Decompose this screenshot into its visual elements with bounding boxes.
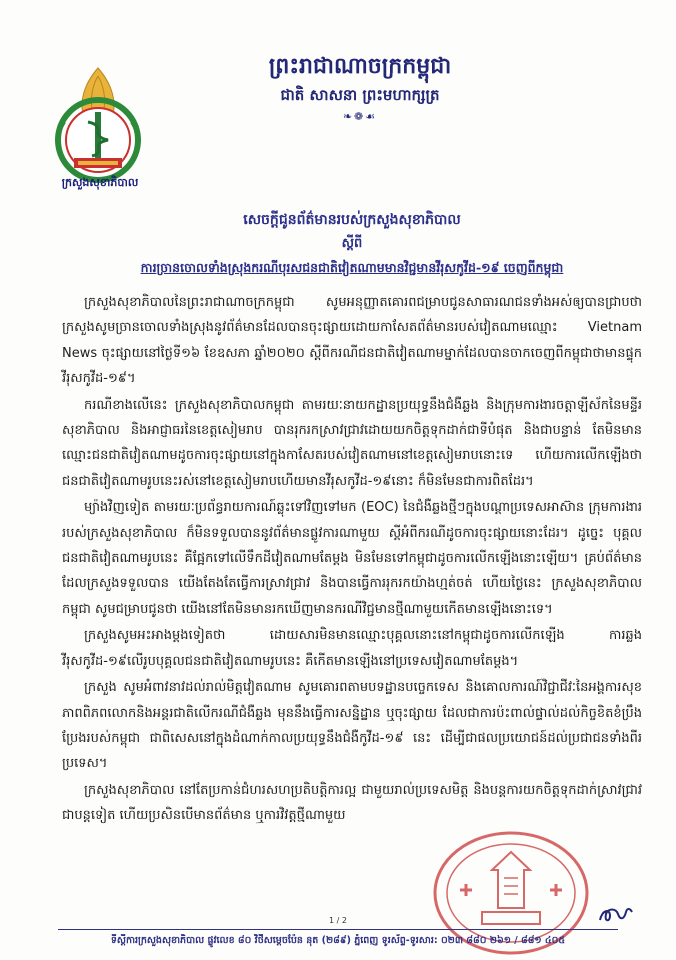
footer-divider xyxy=(58,929,618,930)
press-release-subject: ការច្រានចោលទាំងស្រុងករណីបុរសជនជាតិវៀតណាមមានវិជ្ជមានវីរុសកូវីដ-១៩ ចេញពីកម្ពុជា xyxy=(140,260,564,275)
page-number: 1 / 2 xyxy=(329,916,347,925)
ministry-address-footer: ទីស្តីការក្រសួងសុខាភិបាល ផ្លូវលេខ ៨០ វិថីសម្តេចប៉ែន នុត (២៨៩) ភ្នំពេញ ទូរស័ព្ទ-ទូរសារ: ០២៣ ៨៨០ ២៦១ / ៨៨១ ៤០៥ xyxy=(110,935,566,946)
kingdom-heading: ព្រះរាជាណាចក្រកម្ពុជា xyxy=(268,54,452,79)
ornament-divider: ❧❁☙ xyxy=(342,110,378,123)
handwritten-signature xyxy=(596,904,636,926)
press-release-title-block xyxy=(92,208,612,280)
press-release-body xyxy=(62,290,642,830)
ministry-of-health-logo xyxy=(34,62,162,186)
body-paragraph-2: ករណីខាងលើនេះ ក្រសួងសុខាភិបាលកម្ពុជា តាមរយៈនាយកដ្ឋានប្រយុទ្ធនឹងជំងឺឆ្លង និងក្រុមការងារចត្តាឡីស័កនៃមន្ទីរសុខាភិបាល និងអាជ្ញាធរនៃខេត្តសៀមរាប បានរុករកស្រាវជ្រាវដោយយកចិត្តទុកដាក់ជាទីបំផុត និងជាបន្ទាន់ តែមិនមានឈ្មោះជនជាតិវៀតណាមដូចការចុះផ្សាយនៅក្នុងកាសែតរបស់វៀតណាមនៅខេត្តសៀមរាបនោះទេ ហើយការលើកឡើងថា ជនជាតិវៀតណាមរូបនេះរស់នៅខេត្តសៀមរាបហើយមានវីរុសកូវីដ-១៩នោះ ក៏មិនមែនជាការពិតដែរ។ xyxy=(62,397,642,489)
national-motto: ជាតិ សាសនា ព្រះមហាក្សត្រ xyxy=(280,86,440,104)
body-paragraph-3: ម្យ៉ាងវិញទៀត តាមរយៈប្រព័ន្ធរាយការណ៍ឆ្លុះទៅវិញទៅមក (EOC) នៃជំងឺឆ្លងថ្មីៗក្នុងបណ្តាប្រទេសអាស៊ាន ក្រុមការងាររបស់ក្រសួងសុខាភិបាល ក៏មិនទទួលបាននូវព័ត៌មានផ្លូវការណាមួយ ស្តីអំពីករណីដូចការចុះផ្សាយនោះដែរ។ ដូច្នេះ បុគ្គលជនជាតិវៀតណាមរូបនេះ គឺផ្អែកទៅលើទឹកដីវៀតណាមតែម្តង មិនមែនទៅកម្ពុជាដូចការលើកឡើងនោះឡើយ។ គ្រប់ព័ត៌មានដែលក្រសួងទទួលបាន យើងតែងតែធ្វើការស្រាវជ្រាវ និងបានធ្វើការរុករកយ៉ាងហ្មត់ចត់ ហើយថ្ងៃនេះ ក្រសួងសុខាភិបាលកម្ពុជា សូមជម្រាបជូនថា យើងនៅតែមិនមានរកឃើញមានករណីវិជ្ជមានថ្មីណាមួយកើតមានឡើងនោះទេ។ xyxy=(62,500,642,617)
title-about-label: ស្ដីពី xyxy=(341,236,363,251)
body-paragraph-1: ក្រសួងសុខាភិបាលនៃព្រះរាជាណាចក្រកម្ពុជា សូមអនុញ្ញាតគោរពជម្រាបជូនសាធារណជនទាំងអស់ឲ្យបានជ្រាបថា ក្រសួងសូមច្រានចោលទាំងស្រុងនូវព័ត៌មានដែលបានចុះផ្សាយដោយកាសែតព័ត៌មានរបស់វៀតណាមឈ្មោះ Vietnam News ចុះផ្សាយនៅថ្ងៃទី១៦ ខែឧសភា ឆ្នាំ២០២០ ស្តីពីករណីជនជាតិវៀតណាមម្នាក់ដែលបានចាកចេញពីកម្ពុជាថាមានផ្ទុកវីរុសកូវីដ-១៩។ xyxy=(62,295,642,387)
press-release-title: សេចក្ដីជូនព័ត៌មានរបស់ក្រសួងសុខាភិបាល xyxy=(243,212,461,228)
body-paragraph-5: ក្រសួង សូមអំពាវនាវដល់រាល់មិត្តវៀតណាម សូមគោរពតាមបទដ្ឋានបច្ចេកទេស និងគោលការណ៍វិជ្ជាជីវៈនៃអង្គការសុខភាពពិភពលោកនិងអន្តរជាតិលើករណីជំងឺឆ្លង មុននឹងធ្វើការសន្និដ្ឋាន ឬចុះផ្សាយ ដែលជាការប៉ះពាល់ផ្ទាល់ដល់កិច្ចខិតខំប្រឹងប្រែងរបស់កម្ពុជា ជាពិសេសនៅក្នុងដំណាក់កាលប្រយុទ្ធនឹងជំងឺកូវីដ-១៩ នេះ ដើម្បីជាផលប្រយោជន៍ដល់ប្រជាជនទាំងពីរប្រទេស។ xyxy=(62,680,642,772)
body-paragraph-4: ក្រសួងសូមអះអាងម្តងទៀតថា ដោយសារមិនមានឈ្មោះបុគ្គលនោះនៅកម្ពុជាដូចការលើកឡើង ការឆ្លងវីរុសកូវីដ-១៩លើរូបបុគ្គលជនជាតិវៀតណាមរូបនេះ គឺកើតមានឡើងនៅប្រទេសវៀតណាមតែម្តង។ xyxy=(62,628,642,669)
body-paragraph-6: ក្រសួងសុខាភិបាល នៅតែប្រកាន់ជំហរសហប្រតិបត្តិការល្អ ជាមួយរាល់ប្រទេសមិត្ត និងបន្តការយកចិត្តទុកដាក់ស្រាវជ្រាវជាបន្តទៀត ហើយប្រសិនបើមានព័ត៌មាន ឬការវិវត្តថ្មីណាមួយ xyxy=(62,782,642,824)
ministry-name-label: ក្រសួងសុខាភិបាល xyxy=(61,176,139,189)
